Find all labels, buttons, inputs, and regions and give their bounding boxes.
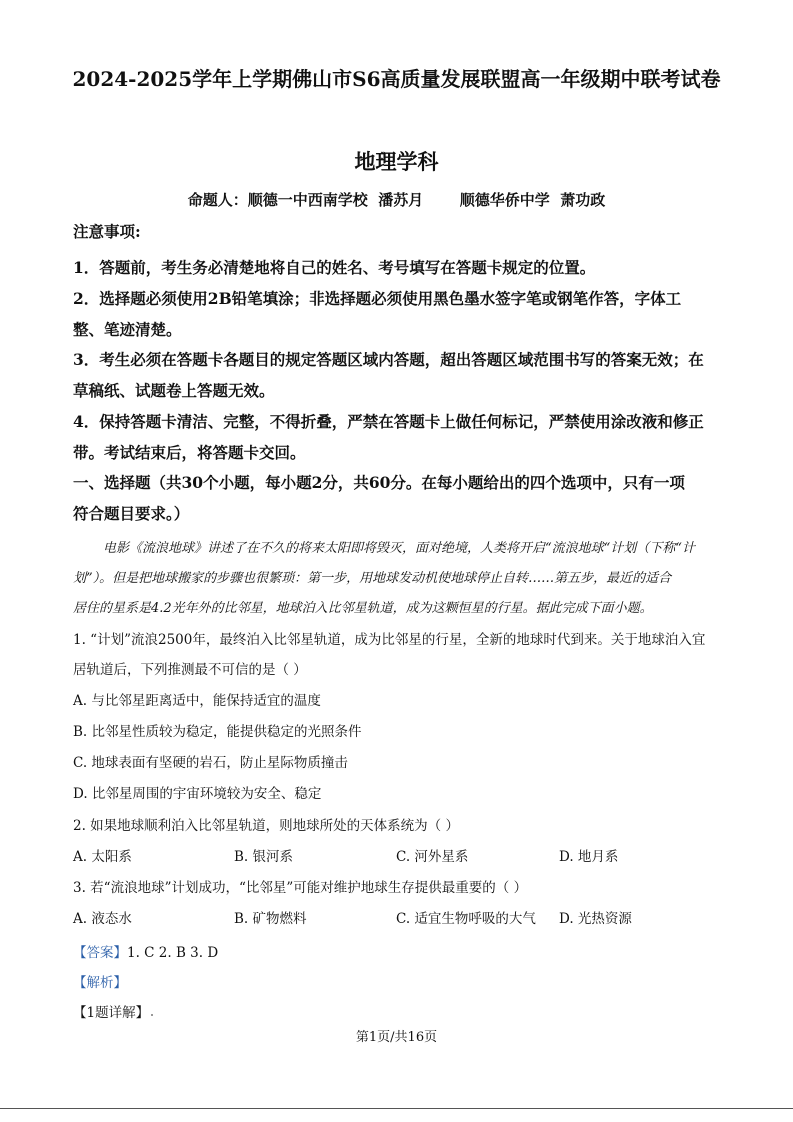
notice-line-5: 草稿纸、试题卷上答题无效。 (73, 381, 275, 400)
q2-option-d: D. 地月系 (559, 849, 619, 865)
section-heading-line-2: 符合题目要求。） (73, 504, 190, 523)
q3-stem: 3. 若“流浪地球”计划成功，“比邻星”可能对维护地球生存提供最重要的（ ） (73, 880, 528, 896)
notice-line-7: 带。考试结束后，将答题卡交回。 (73, 443, 306, 462)
q2-option-b: B. 银河系 (234, 849, 294, 865)
answer-line (73, 941, 218, 961)
notice-line-6: 4．保持答题卡清洁、完整，不得折叠，严禁在答题卡上做任何标记，严禁使用涂改液和修正 (73, 412, 704, 431)
q1-option-b: B. 比邻星性质较为稳定，能提供稳定的光照条件 (73, 724, 362, 740)
passage-line-2: 划”）。但是把地球搬家的步骤也很繁琐：第一步，用地球发动机使地球停止自转……第五步，最近的适合 (73, 571, 672, 586)
passage-line-3: 居住的星系是4.2光年外的比邻星，地球泊入比邻星轨道，成为这颗恒星的行星。据此完成下面小题。 (73, 601, 653, 616)
q1-stem-line-2: 居轨道后，下列推测最不可信的是（ ） (73, 662, 307, 678)
page-footer: 第1页/共16页 (355, 1030, 438, 1045)
stray-mark (151, 1014, 153, 1016)
q3-option-c: C. 适宜生物呼吸的大气 (396, 911, 536, 927)
passage-line-1: 电影《流浪地球》讲述了在不久的将来太阳即将毁灭，面对绝境，人类将开启“流浪地球“计划（下称“计 (103, 541, 695, 556)
q1-stem-line-1: 1. “计划”流浪2500年，最终泊入比邻星轨道，成为比邻星的行星，全新的地球时代到来。关于地球泊入宜 (73, 632, 706, 648)
exam-title: 2024-2025学年上学期佛山市S6高质量发展联盟高一年级期中联考试卷 (72, 67, 721, 91)
q1-option-d: D. 比邻星周围的宇宙环境较为安全、稳定 (73, 786, 322, 802)
detail-heading: 【1题详解】 (73, 1005, 150, 1021)
q1-option-c: C. 地球表面有坚硬的岩石，防止星际物质撞击 (73, 755, 348, 771)
q2-option-a: A. 太阳系 (73, 849, 132, 865)
subject-title: 地理学科 (354, 149, 439, 174)
q2-option-c: C. 河外星系 (396, 849, 469, 865)
notice-line-3: 整、笔迹清楚。 (73, 320, 182, 339)
answer-text: 1. C 2. B 3. D (127, 945, 219, 961)
analysis-tag: 【解析】 (73, 975, 127, 991)
q2-stem: 2. 如果地球顺利泊入比邻星轨道，则地球所处的天体系统为（ ） (73, 818, 459, 834)
bottom-divider (0, 1108, 793, 1109)
answer-tag: 【答案】 (73, 945, 127, 961)
q3-option-d: D. 光热资源 (559, 911, 632, 927)
q1-option-a: A. 与比邻星距离适中，能保持适宜的温度 (73, 693, 321, 709)
q3-option-b: B. 矿物燃料 (234, 911, 307, 927)
notice-line-2: 2．选择题必须使用2B铅笔填涂；非选择题必须使用黑色墨水签字笔或钢笔作答，字体工 (73, 289, 682, 308)
section-heading-line-1: 一、选择题（共30个小题，每小题2分，共60分。在每小题给出的四个选项中，只有一项 (73, 473, 685, 492)
authors-line: 命题人：顺德一中西南学校 潘苏月 顺德华侨中学 萧功政 (187, 191, 606, 209)
notice-line-1: 1．答题前，考生务必清楚地将自己的姓名、考号填写在答题卡规定的位置。 (73, 258, 596, 277)
q3-option-a: A. 液态水 (73, 911, 132, 927)
notice-line-4: 3．考生必须在答题卡各题目的规定答题区域内答题，超出答题区域范围书写的答案无效；在 (73, 350, 704, 369)
notice-heading: 注意事项: (73, 222, 141, 241)
